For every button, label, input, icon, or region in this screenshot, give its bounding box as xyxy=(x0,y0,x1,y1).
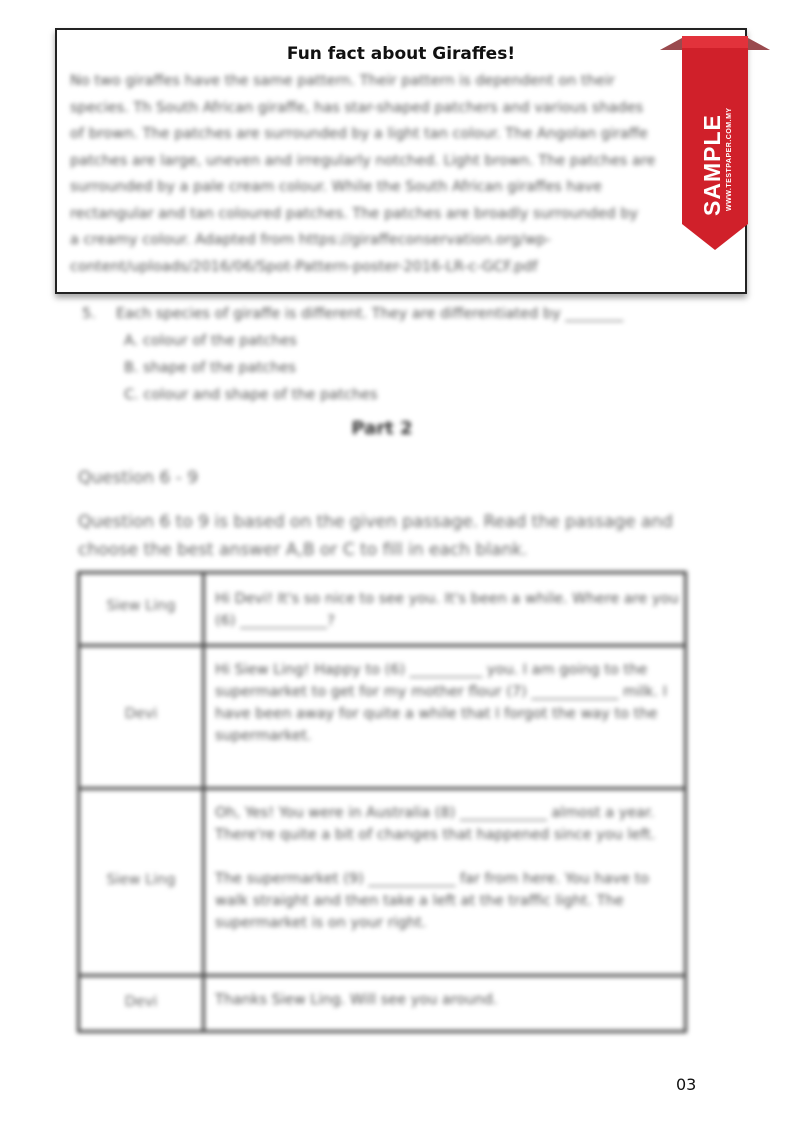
row-divider xyxy=(80,787,684,790)
speech-paragraph: Thanks Siew Ling. Will see you around. xyxy=(215,992,498,1008)
fun-fact-box xyxy=(55,28,747,294)
watermark-url: WWW.TESTPAPER.COM.MY xyxy=(726,107,733,211)
fun-fact-text xyxy=(70,68,685,280)
option-c: C. colour and shape of the patches xyxy=(124,387,378,403)
option-a: A. colour of the patches xyxy=(124,333,297,349)
fun-fact-line: species. Th South African giraffe, has star-shaped patchers and various shades xyxy=(70,99,644,116)
part-title: Part 2 xyxy=(351,418,413,439)
speech-paragraph: The supermarket (9) ____________ far from here. You have to walk straight and then take a left at the traffic light. The supermarket is on your right. xyxy=(215,871,650,931)
row-divider xyxy=(80,644,684,647)
speaker-siew-ling: Siew Ling xyxy=(106,872,176,888)
fun-fact-line: rectangular and tan coloured patches. The patches are broadly surrounded by xyxy=(70,205,639,222)
question-stem: Each species of giraffe is different. They are differentiated by ________ xyxy=(116,306,624,322)
row-divider xyxy=(80,974,684,977)
dialogue-line xyxy=(215,989,680,1011)
question-range: Question 6 - 9 xyxy=(78,468,199,488)
fun-fact-line: No two giraffes have the same pattern. Their pattern is dependent on their xyxy=(70,73,615,89)
speech-paragraph: Hi Siew Ling! Happy to (6) __________ you. I am going to the supermarket to get for my mother flour (7) ____________ milk. I have been away for quite a while that I forgot the way to the supermarket. xyxy=(215,662,668,744)
fun-fact-line: patches are large, uneven and irregularly notched. Light brown. The patches are xyxy=(70,152,656,169)
dialogue-line xyxy=(215,802,680,934)
sample-ribbon-watermark xyxy=(660,28,770,258)
fun-fact-line: surrounded by a pale cream colour. While the South African giraffes have xyxy=(70,179,602,195)
sample-label: SAMPLE xyxy=(699,114,725,216)
fun-fact-title: Fun fact about Giraffes! xyxy=(286,44,516,64)
column-divider xyxy=(202,574,205,1030)
option-b: B. shape of the patches xyxy=(124,360,296,376)
question-number: 5. xyxy=(82,306,96,322)
fun-fact-line: of brown. The patches are surrounded by a light tan colour. The Angolan giraffe xyxy=(70,126,648,142)
dialogue-table xyxy=(77,571,687,1033)
speaker-devi: Devi xyxy=(124,706,158,722)
fun-fact-line: a creamy colour. Adapted from https://giraffeconservation.org/wp- xyxy=(70,232,551,248)
speech-paragraph: Oh, Yes! You were in Australia (8) ____________ almost a year. There're quite a bit of changes that happened since you left. xyxy=(215,805,656,843)
speaker-devi: Devi xyxy=(124,994,158,1010)
instructions: Question 6 to 9 is based on the given passage. Read the passage and choose the best answer A,B or C to fill in each blank. xyxy=(78,512,673,560)
speaker-siew-ling: Siew Ling xyxy=(106,598,176,614)
fun-fact-line: content/uploads/2016/06/Spot-Pattern-poster-2016-LR-c-GCF.pdf xyxy=(70,258,538,275)
dialogue-line xyxy=(215,659,680,747)
speech-paragraph: Hi Devi! It's so nice to see you. It's been a while. Where are you (6) ____________? xyxy=(215,591,679,629)
page-number: 03 xyxy=(676,1075,697,1094)
dialogue-line xyxy=(215,588,680,632)
